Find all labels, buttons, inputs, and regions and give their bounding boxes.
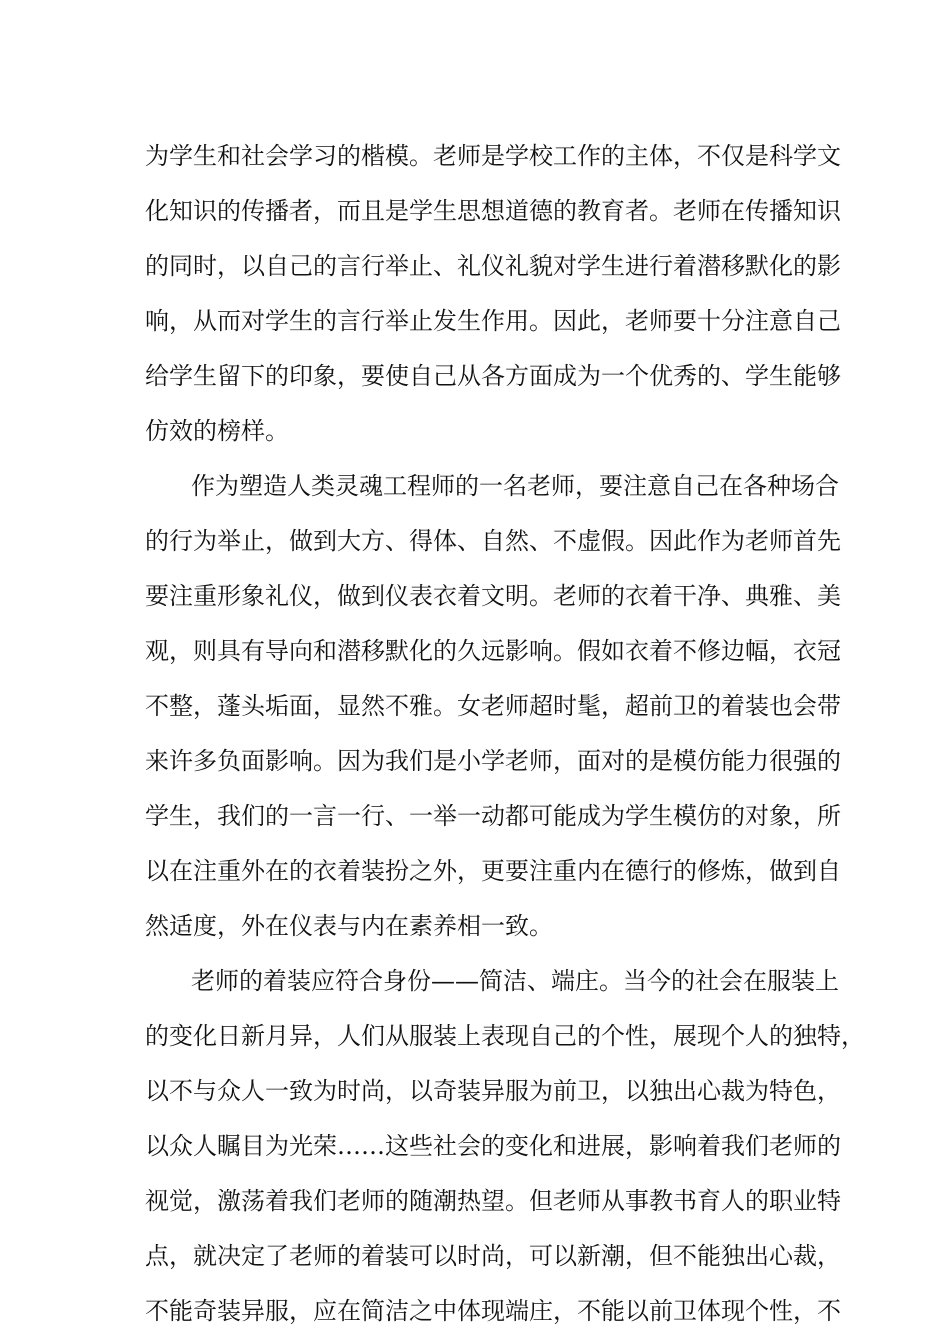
text-line: 要注重形象礼仪，做到仪表衣着文明。老师的衣着干净、典雅、美 [145,582,841,610]
text-line: 点，就决定了老师的着装可以时尚，可以新潮，但不能独出心裁， [145,1242,841,1270]
text-line: 视觉，激荡着我们老师的随潮热望。但老师从事教书育人的职业特 [145,1187,841,1215]
text-line: 不能奇装异服，应在简洁之中体现端庄，不能以前卫体现个性，不 [145,1297,841,1325]
text-line: 以在注重外在的衣着装扮之外，更要注重内在德行的修炼，做到自 [145,857,841,885]
text-line: 不整，蓬头垢面，显然不雅。女老师超时髦，超前卫的着装也会带 [145,692,841,720]
text-line: 的行为举止，做到大方、得体、自然、不虚假。因此作为老师首先 [145,527,841,555]
text-line: 以众人瞩目为光荣……这些社会的变化和进展，影响着我们老师的 [145,1132,841,1160]
text-line: 响，从而对学生的言行举止发生作用。因此，老师要十分注意自己 [145,307,841,335]
text-line: 化知识的传播者，而且是学生思想道德的教育者。老师在传播知识 [145,197,841,225]
text-line: 观，则具有导向和潜移默化的久远影响。假如衣着不修边幅，衣冠 [145,637,841,665]
text-line: 的变化日新月异，人们从服装上表现自己的个性，展现个人的独特， [145,1022,865,1050]
text-line: 的同时，以自己的言行举止、礼仪礼貌对学生进行着潜移默化的影 [145,252,841,280]
text-line: 为学生和社会学习的楷模。老师是学校工作的主体，不仅是科学文 [145,142,841,170]
text-line: 仿效的榜样。 [145,417,289,445]
text-line: 学生，我们的一言一行、一举一动都可能成为学生模仿的对象，所 [145,802,841,830]
document-body [145,129,865,1339]
text-line: 以不与众人一致为时尚，以奇装异服为前卫，以独出心裁为特色， [145,1077,841,1105]
paragraph-first-line: 老师的着装应符合身份——简洁、端庄。当今的社会在服装上 [191,967,839,995]
text-line: 给学生留下的印象，要使自己从各方面成为一个优秀的、学生能够 [145,362,841,390]
text-line: 然适度，外在仪表与内在素养相一致。 [145,912,553,940]
paragraph-first-line: 作为塑造人类灵魂工程师的一名老师，要注意自己在各种场合 [191,472,839,500]
text-line: 来许多负面影响。因为我们是小学老师，面对的是模仿能力很强的 [145,747,841,775]
